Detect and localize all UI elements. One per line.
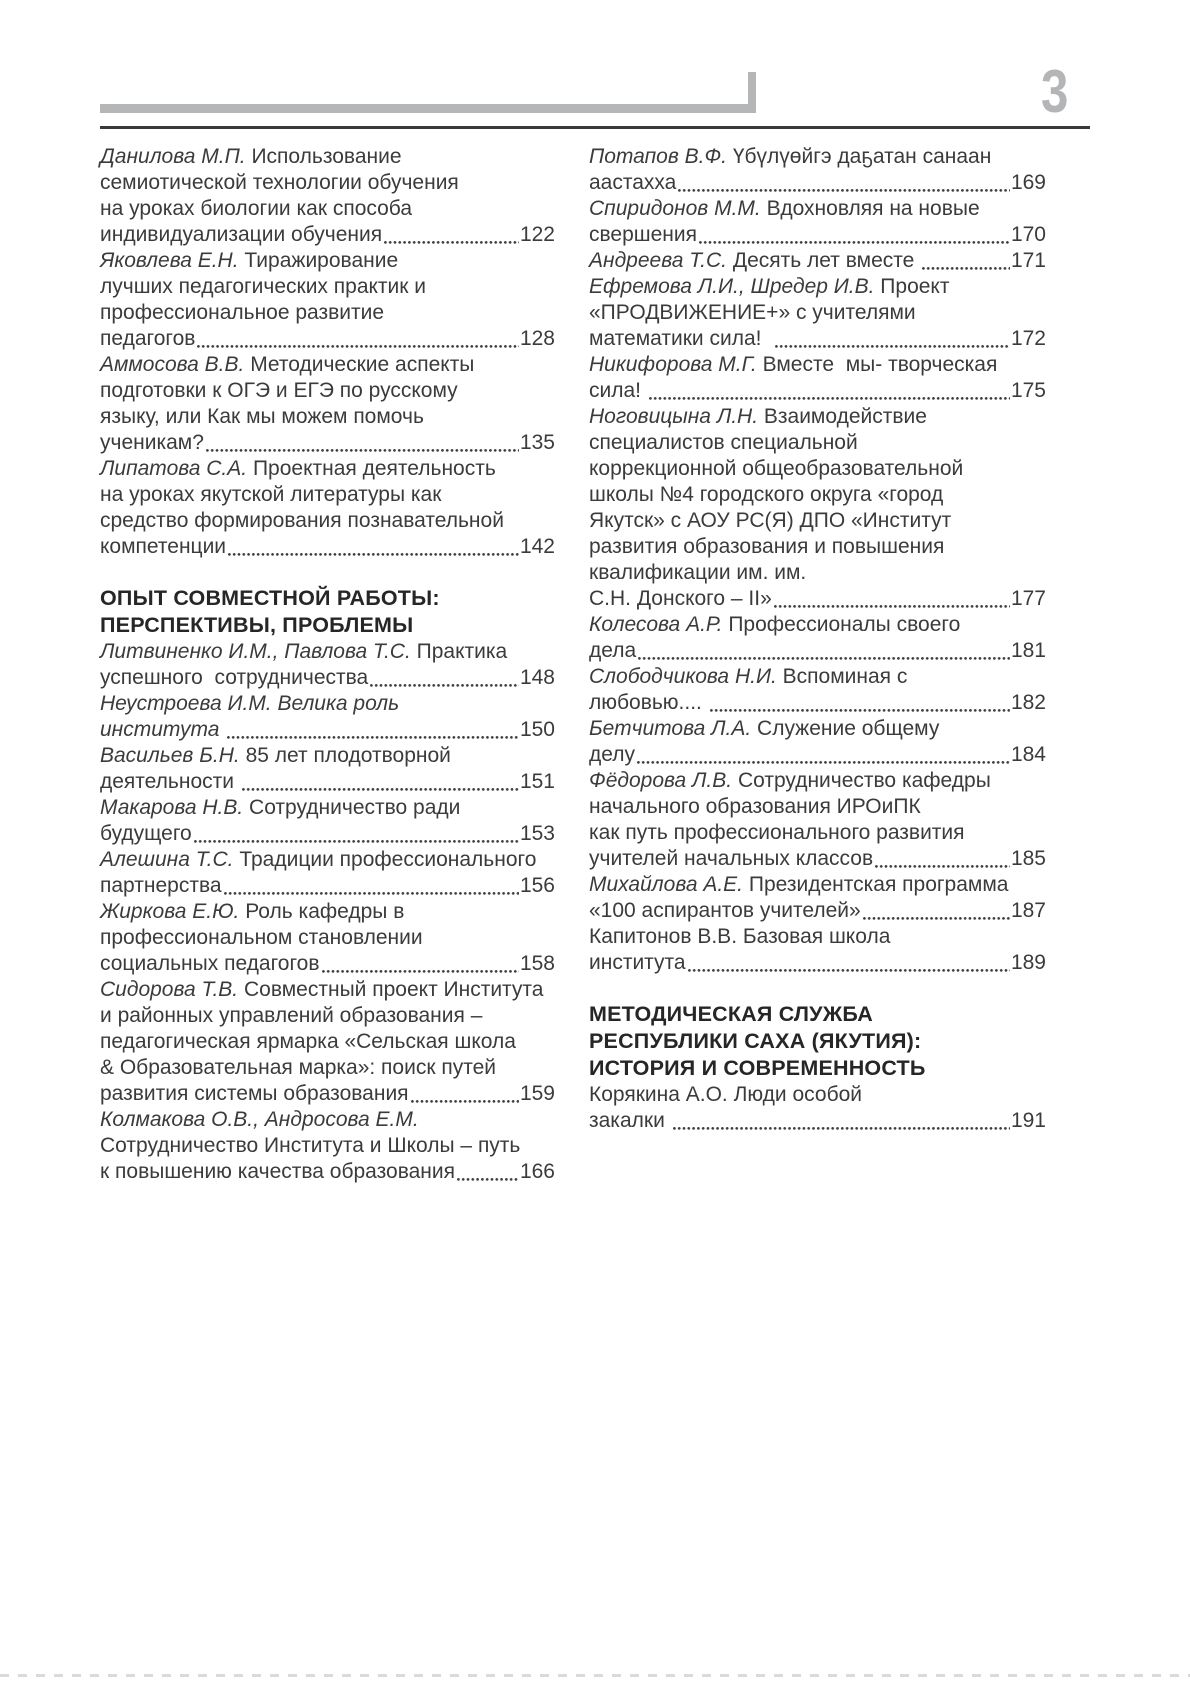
toc-line xyxy=(100,821,555,847)
entry-text: института xyxy=(589,951,686,974)
entry-text: Үбүлүөйгэ даҕатан санаан xyxy=(727,145,992,168)
toc-entry xyxy=(589,274,1046,352)
author-name: Колесова А.Р. xyxy=(589,613,723,636)
toc-line xyxy=(589,352,1046,378)
entry-text: Сотрудничество Института и Школы – путь xyxy=(100,1134,521,1157)
entry-text: на уроках якутской литературы как xyxy=(100,483,442,506)
entry-text: как путь профессионального развития xyxy=(589,821,965,844)
toc-entry xyxy=(589,924,1046,976)
toc-entry xyxy=(100,899,555,977)
toc-line xyxy=(589,1108,1046,1134)
toc-line xyxy=(589,846,1046,872)
entry-text: Сотрудничество кафедры xyxy=(732,769,991,792)
toc-line xyxy=(100,378,555,404)
toc-entry xyxy=(589,1082,1046,1134)
page-ref: 156 xyxy=(519,874,555,897)
toc-entry xyxy=(589,664,1046,716)
toc-line xyxy=(589,196,1046,222)
toc-line xyxy=(100,196,555,222)
entry-text: Президентская программа xyxy=(743,873,1009,896)
dot-leader xyxy=(222,873,520,899)
toc-entry xyxy=(589,716,1046,768)
entry-text: семиотической технологии обучения xyxy=(100,171,459,194)
entry-text: подготовки к ОГЭ и ЕГЭ по русскому xyxy=(100,379,458,402)
page-ref: 172 xyxy=(1010,327,1046,350)
footer-dotted-line xyxy=(0,1674,1190,1677)
toc-line xyxy=(100,170,555,196)
toc-line xyxy=(100,300,555,326)
toc-line xyxy=(589,768,1046,794)
toc-column-left xyxy=(100,144,555,1185)
entry-text: делу xyxy=(589,743,635,766)
entry-text: Служение общему xyxy=(751,717,940,740)
author-name: Андреева Т.С. xyxy=(589,249,728,272)
toc-line xyxy=(589,248,1046,274)
page-ref: 135 xyxy=(519,431,555,454)
toc-entry xyxy=(100,456,555,560)
entry-text: индивидуализации обучения xyxy=(100,223,383,246)
dot-leader xyxy=(368,665,520,691)
author-name: Неустроева И.М. Велика роль xyxy=(100,692,400,715)
toc-line xyxy=(589,560,1046,586)
entry-text: Вдохновляя на новые xyxy=(760,197,980,220)
toc-line xyxy=(589,664,1046,690)
toc-entry xyxy=(589,144,1046,196)
dot-leader xyxy=(647,378,1011,404)
toc-line xyxy=(100,274,555,300)
entry-text: Вспоминая с xyxy=(776,665,908,688)
page-ref: 150 xyxy=(519,718,555,741)
page-ref: 175 xyxy=(1010,379,1046,402)
toc-line xyxy=(100,404,555,430)
page-ref: 185 xyxy=(1010,847,1046,870)
author-name: Литвиненко И.М., Павлова Т.С. xyxy=(100,640,411,663)
toc-line xyxy=(589,638,1046,664)
page-ref: 169 xyxy=(1010,171,1046,194)
entry-text: «100 аспирантов учителей» xyxy=(589,899,861,922)
dot-leader xyxy=(226,534,520,560)
dot-leader xyxy=(204,430,520,456)
toc-line xyxy=(589,222,1046,248)
toc-entry xyxy=(589,872,1046,924)
entry-text: к повышению качества образования xyxy=(100,1160,456,1183)
entry-text: свершения xyxy=(589,223,698,246)
section-heading-line: ПЕРСПЕКТИВЫ, ПРОБЛЕМЫ xyxy=(100,613,414,637)
entry-text: квалификации им. им. xyxy=(589,561,807,584)
entry-text: Практика xyxy=(410,640,508,663)
dot-leader xyxy=(320,951,520,977)
toc-entry xyxy=(100,1107,555,1185)
toc-line xyxy=(100,665,555,691)
page-ref: 153 xyxy=(519,822,555,845)
toc-line xyxy=(589,794,1046,820)
page-ref: 166 xyxy=(519,1160,555,1183)
toc-line xyxy=(100,534,555,560)
dot-leader xyxy=(773,326,1011,352)
toc-line xyxy=(589,300,1046,326)
toc-line xyxy=(100,769,555,795)
entry-text: социальных педагогов xyxy=(100,952,320,975)
dot-leader xyxy=(455,1159,520,1185)
toc-line xyxy=(100,639,555,665)
entry-text: развития образования и повышения xyxy=(589,535,945,558)
toc-entry xyxy=(589,248,1046,274)
dot-leader xyxy=(382,222,520,248)
toc-line xyxy=(100,482,555,508)
page-ref: 177 xyxy=(1010,587,1046,610)
entry-text: партнерства xyxy=(100,874,222,897)
author-name: Потапов В.Ф. xyxy=(589,145,727,168)
author-name: Яковлева Е.Н. xyxy=(100,249,239,272)
toc-line xyxy=(589,872,1046,898)
toc-entry xyxy=(100,639,555,691)
toc-line xyxy=(100,326,555,352)
toc-line xyxy=(100,248,555,274)
entry-text: дела xyxy=(589,639,637,662)
author-name: Спиридонов М.М. xyxy=(589,197,761,220)
author-name: Ефремова Л.И., Шредер И.В. xyxy=(589,275,875,298)
page-ref: 148 xyxy=(519,666,555,689)
dot-leader xyxy=(772,586,1011,612)
entry-text: «ПРОДВИЖЕНИЕ+» с учителями xyxy=(589,301,916,324)
toc-line xyxy=(100,1055,555,1081)
entry-text: Использование xyxy=(245,145,402,168)
entry-text: Сотрудничество ради xyxy=(243,796,461,819)
dot-leader xyxy=(635,742,1011,768)
dot-leader xyxy=(192,821,520,847)
toc-line xyxy=(589,404,1046,430)
entry-text: Вместе мы- творческая xyxy=(756,353,998,376)
toc-line xyxy=(100,1107,555,1133)
toc-line xyxy=(589,742,1046,768)
toc-line xyxy=(100,352,555,378)
page-ref: 170 xyxy=(1010,223,1046,246)
section-heading xyxy=(100,585,555,639)
page-ref: 182 xyxy=(1010,691,1046,714)
toc-line xyxy=(589,586,1046,612)
entry-text: Капитонов В.В. Базовая школа xyxy=(589,925,891,948)
page-ref: 184 xyxy=(1010,743,1046,766)
dot-leader xyxy=(240,769,520,795)
toc-entry xyxy=(589,352,1046,404)
toc-line xyxy=(100,1159,555,1185)
toc-entry xyxy=(100,352,555,456)
entry-text: педагогическая ярмарка «Сельская школа xyxy=(100,1030,516,1053)
dot-leader xyxy=(861,898,1011,924)
section-heading-line: МЕТОДИЧЕСКАЯ СЛУЖБА xyxy=(589,1002,873,1026)
entry-text: 85 лет плодотворной xyxy=(239,744,451,767)
dot-leader xyxy=(920,248,1011,274)
toc-line xyxy=(589,326,1046,352)
author-name: Сидорова Т.В. xyxy=(100,978,239,1001)
toc-line xyxy=(589,820,1046,846)
author-name: Ноговицына Л.Н. xyxy=(589,405,759,428)
author-name: Бетчитова Л.А. xyxy=(589,717,752,740)
toc-line xyxy=(589,898,1046,924)
header-rule xyxy=(100,126,1090,129)
entry-text: любовью.... xyxy=(589,691,708,714)
entry-text: деятельности xyxy=(100,770,240,793)
toc-entry xyxy=(100,248,555,352)
toc-line xyxy=(589,170,1046,196)
dot-leader xyxy=(676,170,1011,196)
dot-leader xyxy=(225,717,520,743)
entry-text: математики сила! xyxy=(589,327,774,350)
dot-leader xyxy=(873,846,1011,872)
toc-line xyxy=(100,456,555,482)
author-name: Жиркова Е.Ю. xyxy=(100,900,240,923)
entry-text: успешного сотрудничества xyxy=(100,666,369,689)
section-heading xyxy=(589,1001,1046,1082)
toc-line xyxy=(100,222,555,248)
toc-line xyxy=(100,1003,555,1029)
author-name: Данилова М.П. xyxy=(100,145,246,168)
page-ref: 171 xyxy=(1010,249,1046,272)
section-heading-line: РЕСПУБЛИКИ САХА (ЯКУТИЯ): xyxy=(589,1029,922,1053)
entry-text: начального образования ИРОиПК xyxy=(589,795,921,818)
toc-entry xyxy=(589,768,1046,872)
entry-text: Проект xyxy=(874,275,950,298)
toc-entry xyxy=(589,404,1046,612)
entry-text: учителей начальных классов xyxy=(589,847,874,870)
entry-text: педагогов xyxy=(100,327,196,350)
entry-text: закалки xyxy=(589,1109,671,1132)
dot-leader xyxy=(686,950,1011,976)
entry-text: аастахха xyxy=(589,171,677,194)
toc-line xyxy=(100,743,555,769)
toc-line xyxy=(100,1081,555,1107)
entry-text: Роль кафедры в xyxy=(239,900,405,923)
toc-line xyxy=(589,274,1046,300)
toc-line xyxy=(100,925,555,951)
toc-line xyxy=(589,378,1046,404)
toc-line xyxy=(100,691,555,717)
entry-text: сила! xyxy=(589,379,647,402)
author-name: Васильев Б.Н. xyxy=(100,744,240,767)
author-name: Макарова Н.В. xyxy=(100,796,244,819)
toc-column-right xyxy=(589,144,1046,1185)
header-gray-bar-notch xyxy=(748,72,756,113)
page-ref: 151 xyxy=(519,770,555,793)
page-ref: 158 xyxy=(519,952,555,975)
entry-text: Якутск» с АОУ РС(Я) ДПО «Институт xyxy=(589,509,952,532)
dot-leader xyxy=(697,222,1011,248)
page-ref: 142 xyxy=(519,535,555,558)
toc-content xyxy=(0,130,1190,1185)
toc-line xyxy=(589,508,1046,534)
toc-entry xyxy=(589,196,1046,248)
entry-text: & Образовательная марка»: поиск путей xyxy=(100,1056,497,1079)
toc-entry xyxy=(589,612,1046,664)
entry-text: Взаимодействие xyxy=(758,405,927,428)
entry-text: компетенции xyxy=(100,535,227,558)
toc-line xyxy=(589,1082,1046,1108)
author-name: Михайлова А.Е. xyxy=(589,873,744,896)
toc-line xyxy=(589,950,1046,976)
toc-line xyxy=(589,612,1046,638)
page-ref: 189 xyxy=(1010,951,1046,974)
toc-line xyxy=(100,899,555,925)
toc-line xyxy=(589,456,1046,482)
section-heading-line: ИСТОРИЯ И СОВРЕМЕННОСТЬ xyxy=(589,1056,926,1080)
toc-line xyxy=(589,690,1046,716)
page-number: 3 xyxy=(1040,58,1068,125)
entry-text: Корякина А.О. Люди особой xyxy=(589,1083,863,1106)
entry-text: профессиональное развитие xyxy=(100,301,385,324)
dot-leader xyxy=(409,1081,520,1107)
entry-text: на уроках биологии как способа xyxy=(100,197,413,220)
toc-line xyxy=(589,924,1046,950)
toc-line xyxy=(100,795,555,821)
toc-entry xyxy=(100,847,555,899)
entry-text: Профессионалы своего xyxy=(722,613,961,636)
toc-line xyxy=(100,951,555,977)
toc-line xyxy=(589,482,1046,508)
author-name: Никифорова М.Г. xyxy=(589,353,757,376)
entry-text: развития системы образования xyxy=(100,1082,409,1105)
entry-text: коррекционной общеобразовательной xyxy=(589,457,964,480)
toc-entry xyxy=(100,691,555,743)
page-header xyxy=(0,0,1190,130)
author-name: Колмакова О.В., Андросова Е.М. xyxy=(100,1108,419,1131)
entry-text: Проектная деятельность xyxy=(247,457,496,480)
author-name: Слободчикова Н.И. xyxy=(589,665,777,688)
toc-entry xyxy=(100,743,555,795)
page-ref: 187 xyxy=(1010,899,1046,922)
author-name: Аммосова В.В. xyxy=(100,353,245,376)
entry-text: лучших педагогических практик и xyxy=(100,275,427,298)
entry-text: Тиражирование xyxy=(238,249,399,272)
entry-text: и районных управлений образования – xyxy=(100,1004,483,1027)
entry-text: специалистов специальной xyxy=(589,431,858,454)
toc-line xyxy=(100,977,555,1003)
toc-line xyxy=(589,534,1046,560)
entry-text: языку, или Как мы можем помочь xyxy=(100,405,424,428)
page-ref: 122 xyxy=(519,223,555,246)
toc-line xyxy=(100,508,555,534)
toc-line xyxy=(100,1133,555,1159)
author-name: Фёдорова Л.В. xyxy=(589,769,733,792)
entry-text: Методические аспекты xyxy=(244,353,475,376)
toc-line xyxy=(100,847,555,873)
toc-line xyxy=(589,144,1046,170)
entry-text: профессиональном становлении xyxy=(100,926,423,949)
page-ref: 128 xyxy=(519,327,555,350)
toc-line xyxy=(100,717,555,743)
toc-entry xyxy=(100,977,555,1107)
entry-text: будущего xyxy=(100,822,192,845)
entry-text: ученикам? xyxy=(100,431,204,454)
entry-text: Десять лет вместе xyxy=(727,249,921,272)
toc-line xyxy=(589,430,1046,456)
toc-line xyxy=(100,873,555,899)
entry-text: Традиции профессионального xyxy=(233,848,537,871)
dot-leader xyxy=(195,326,520,352)
dot-leader xyxy=(636,638,1011,664)
entry-text: С.Н. Донского – II» xyxy=(589,587,772,610)
toc-entry xyxy=(100,144,555,248)
toc-entry xyxy=(100,795,555,847)
toc-line xyxy=(100,144,555,170)
dot-leader xyxy=(708,690,1011,716)
section-heading-line: ОПЫТ СОВМЕСТНОЙ РАБОТЫ: xyxy=(100,586,440,610)
header-gray-bar xyxy=(100,104,748,113)
author-name: института xyxy=(100,718,226,741)
entry-text: средство формирования познавательной xyxy=(100,509,504,532)
author-name: Липатова С.А. xyxy=(100,457,248,480)
toc-line xyxy=(589,716,1046,742)
toc-line xyxy=(100,1029,555,1055)
page-ref: 159 xyxy=(519,1082,555,1105)
page-ref: 191 xyxy=(1010,1109,1046,1132)
entry-text: Совместный проект Института xyxy=(238,978,544,1001)
page-ref: 181 xyxy=(1010,639,1046,662)
toc-line xyxy=(100,430,555,456)
author-name: Алешина Т.С. xyxy=(100,848,234,871)
dot-leader xyxy=(671,1108,1011,1134)
entry-text: школы №4 городского округа «город xyxy=(589,483,944,506)
